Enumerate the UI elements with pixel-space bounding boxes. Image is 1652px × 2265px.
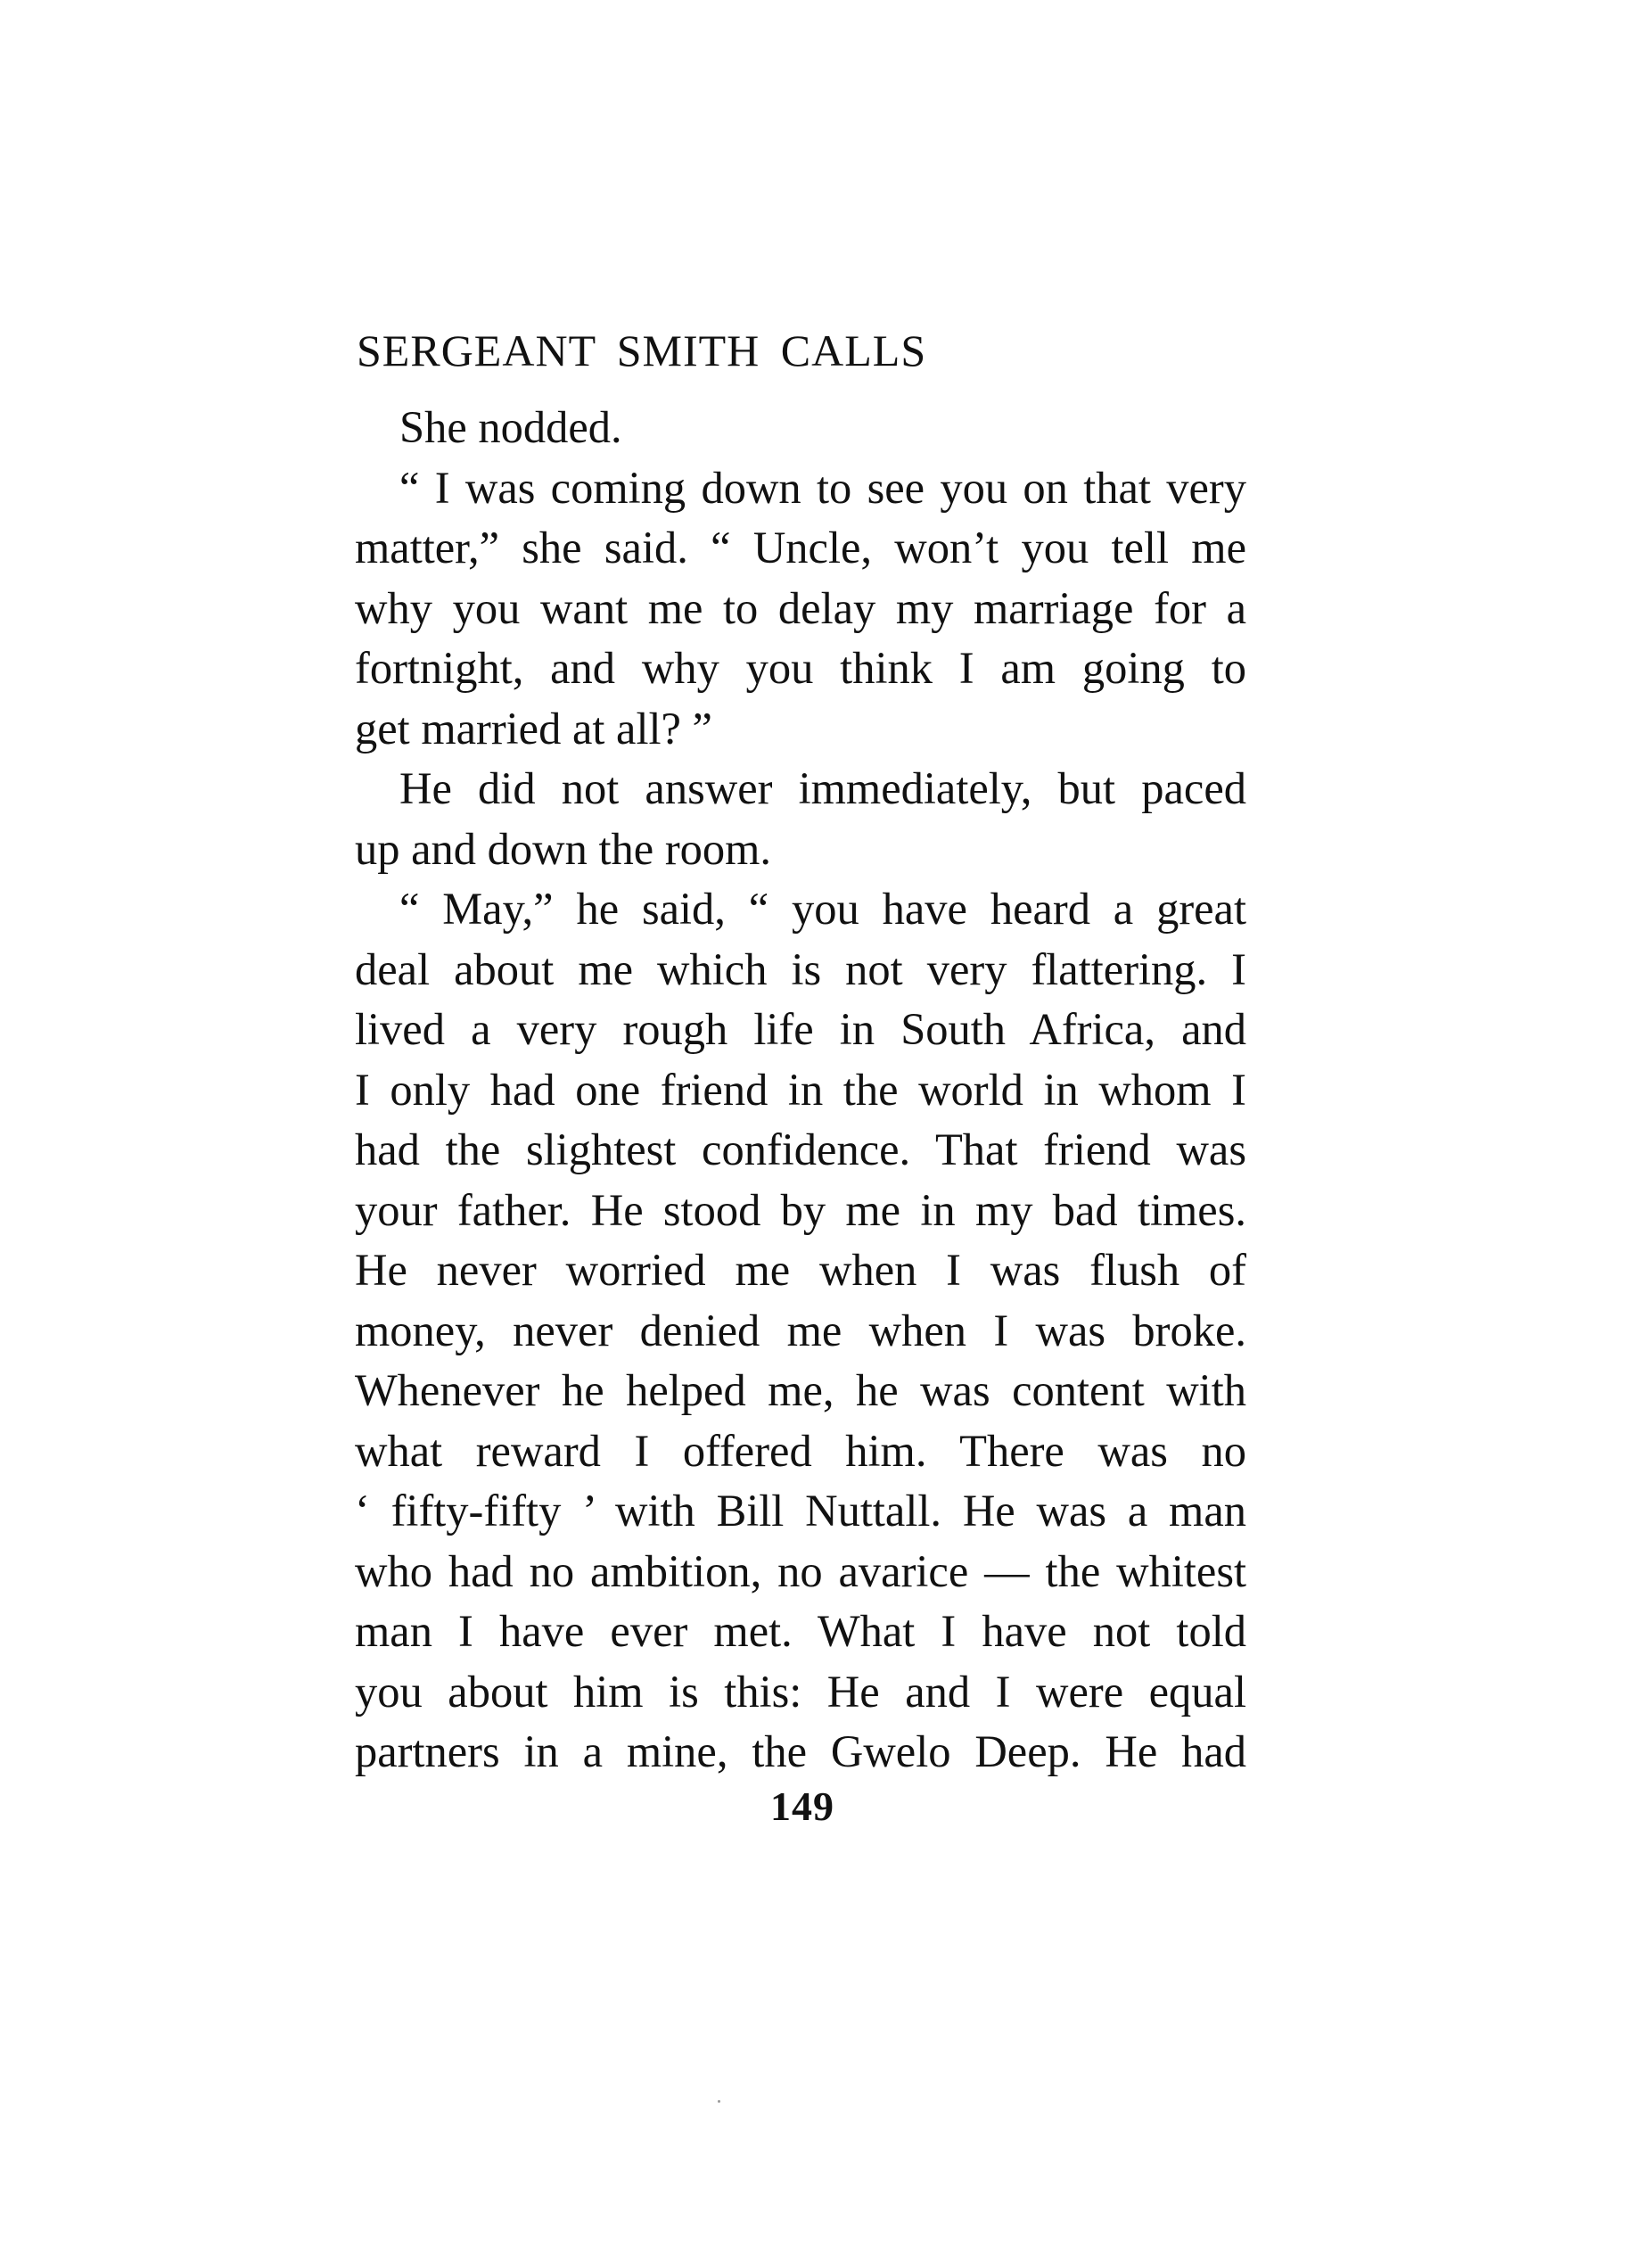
- text-line: who had no ambition, no avarice — the whitest: [355, 1545, 1246, 1596]
- text-line: He did not answer immediately, but paced: [399, 763, 1246, 813]
- page-number: 149: [770, 1783, 834, 1829]
- text-line: partners in a mine, the Gwelo Deep. He had: [355, 1726, 1246, 1776]
- text-line: man I have ever met. What I have not told: [355, 1606, 1246, 1656]
- text-line: Whenever he helped me, he was content with: [355, 1365, 1246, 1415]
- text-line: He never worried me when I was flush of: [355, 1245, 1246, 1295]
- body-text: [355, 398, 1246, 1783]
- running-head: SERGEANT SMITH CALLS: [357, 325, 927, 375]
- text-line: She nodded.: [399, 402, 622, 452]
- text-line: you about him is this: He and I were equal: [355, 1666, 1246, 1717]
- text-line: get married at all? ”: [355, 703, 712, 754]
- text-line: your father. He stood by me in my bad times.: [355, 1184, 1246, 1235]
- text-line: I only had one friend in the world in whom I: [355, 1064, 1246, 1115]
- text-line: ‘ fifty-fifty ’ with Bill Nuttall. He was a man: [355, 1486, 1246, 1536]
- scan-speck: [718, 2100, 720, 2103]
- text-line: lived a very rough life in South Africa, and: [355, 1004, 1246, 1054]
- text-line: “ May,” he said, “ you have heard a great: [399, 884, 1246, 934]
- text-line: what reward I offered him. There was no: [355, 1425, 1246, 1476]
- text-line: deal about me which is not very flattering. I: [355, 943, 1246, 994]
- text-line: “ I was coming down to see you on that very: [399, 462, 1246, 513]
- text-line: money, never denied me when I was broke.: [355, 1305, 1246, 1355]
- text-line: why you want me to delay my marriage for a: [355, 582, 1246, 633]
- text-line: matter,” she said. “ Uncle, won’t you tell me: [355, 523, 1246, 572]
- text-line: had the slightest confidence. That friend was: [355, 1124, 1246, 1174]
- text-line: fortnight, and why you think I am going to: [355, 643, 1246, 693]
- text-line: up and down the room.: [355, 823, 772, 874]
